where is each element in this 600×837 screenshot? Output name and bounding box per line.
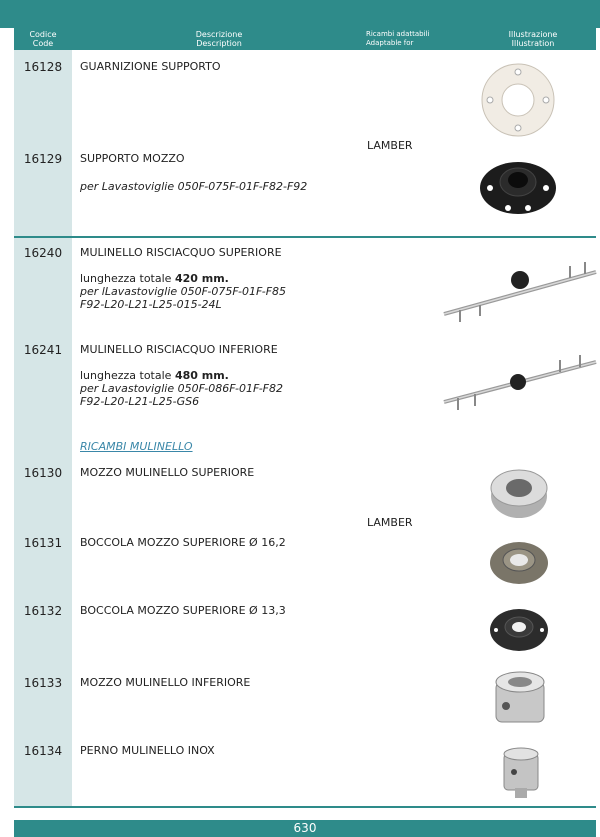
top-bar	[0, 0, 600, 28]
item-title: MULINELLO RISCIACQUO INFERIORE	[80, 343, 278, 356]
header-illustration	[478, 30, 588, 48]
upper-hub-image	[488, 460, 550, 522]
lower-spray-arm-image	[440, 350, 600, 415]
code-column-bg-2	[14, 238, 72, 806]
item-title: BOCCOLA MOZZO SUPERIORE Ø 13,3	[80, 604, 286, 617]
item-code: 16129	[23, 152, 63, 166]
item-length	[80, 369, 229, 382]
length-value: 480 mm.	[174, 369, 229, 382]
item-note: F92-L20-L21-L25-015-24L	[80, 298, 222, 311]
item-title: SUPPORTO MOZZO	[80, 152, 185, 165]
upper-bushing-13-image	[488, 604, 550, 654]
length-value: 420 mm.	[174, 272, 229, 285]
table-header	[14, 28, 596, 50]
header-adapt-it: Ricambi adattabili	[366, 30, 430, 38]
item-code: 16134	[23, 744, 63, 758]
pin-image	[500, 744, 542, 800]
item-title: MOZZO MULINELLO SUPERIORE	[80, 466, 255, 479]
spray-arm-parts-link[interactable]: RICAMBI MULINELLO	[80, 440, 193, 453]
upper-bushing-16-image	[488, 536, 550, 586]
header-adaptable	[366, 30, 476, 48]
item-title: MULINELLO RISCIACQUO SUPERIORE	[80, 246, 282, 259]
code-column-bg-1	[14, 50, 72, 236]
header-desc-en: Description	[196, 39, 242, 48]
adaptable-for: LAMBER	[367, 516, 413, 529]
section-divider-2	[14, 806, 596, 808]
item-note: F92-L20-L21-L25-GS6	[80, 395, 200, 408]
adaptable-for: LAMBER	[367, 139, 413, 152]
item-note: per Lavastoviglie 050F-075F-01F-F82-F92	[80, 180, 308, 193]
section-divider-1	[14, 236, 596, 238]
item-code: 16130	[23, 466, 63, 480]
item-note: per Lavastoviglie 050F-086F-01F-F82	[80, 382, 283, 395]
item-title: GUARNIZIONE SUPPORTO	[80, 60, 221, 73]
header-code-it: Codice	[29, 30, 57, 39]
header-description	[114, 30, 324, 48]
gasket-image	[478, 60, 558, 140]
header-adapt-en: Adaptable for	[366, 39, 414, 47]
item-code: 16132	[23, 604, 63, 618]
item-title: PERNO MULINELLO INOX	[80, 744, 215, 757]
hub-support-image	[478, 150, 558, 220]
item-code: 16128	[23, 60, 63, 74]
header-illus-it: Illustrazione	[508, 30, 558, 39]
length-prefix: lunghezza totale	[80, 272, 175, 285]
header-desc-it: Descrizione	[195, 30, 243, 39]
item-title: BOCCOLA MOZZO SUPERIORE Ø 16,2	[80, 536, 286, 549]
header-code	[14, 30, 72, 48]
item-code: 16240	[23, 246, 63, 260]
item-note: per lLavastoviglie 050F-075F-01F-F85	[80, 285, 287, 298]
item-title: MOZZO MULINELLO INFERIORE	[80, 676, 251, 689]
page-number: 630	[14, 820, 596, 837]
header-code-en: Code	[32, 39, 54, 48]
header-illus-en: Illustration	[511, 39, 555, 48]
lower-hub-image	[490, 668, 550, 738]
item-code: 16241	[23, 343, 63, 357]
item-length	[80, 272, 229, 285]
item-code: 16133	[23, 676, 63, 690]
length-prefix: lunghezza totale	[80, 369, 175, 382]
upper-spray-arm-image	[440, 258, 600, 328]
item-code: 16131	[23, 536, 63, 550]
